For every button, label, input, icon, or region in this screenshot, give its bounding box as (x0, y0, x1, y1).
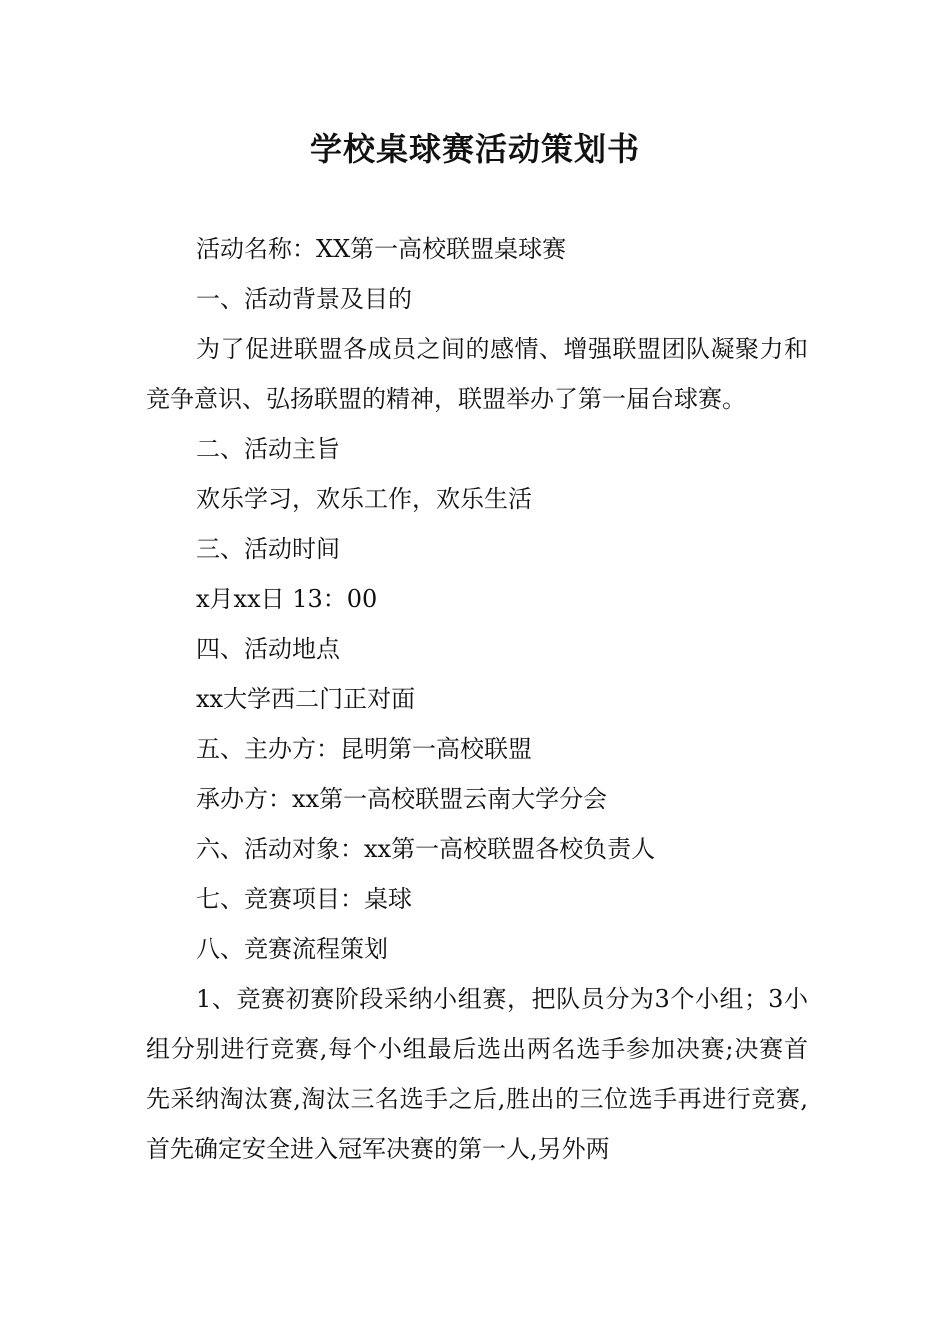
paragraph-activity-name: 活动名称：XX第一高校联盟桌球赛 (196, 235, 567, 263)
paragraph-co-organizer: 承办方：xx第一高校联盟云南大学分会 (196, 785, 608, 813)
section-heading-process: 八、竞赛流程策划 (196, 935, 388, 963)
document-body (146, 224, 808, 1174)
paragraph-theme: 欢乐学习，欢乐工作，欢乐生活 (196, 485, 532, 513)
paragraph-organizer: 五、主办方：昆明第一高校联盟 (196, 735, 532, 763)
paragraph-background: 为了促进联盟各成员之间的感情、增强联盟团队凝聚力和竞争意识、弘扬联盟的精神，联盟举办了第一届台球赛。 (146, 335, 808, 413)
paragraph-process-1: 1、竞赛初赛阶段采纳小组赛，把队员分为3个小组；3小组分别进行竞赛,每个小组最后选出两名选手参加决赛;决赛首先采纳淘汰赛,淘汰三名选手之后,胜出的三位选手再进行竞赛,首先确定安全进入冠军决赛的第一人,另外两 (146, 985, 808, 1163)
paragraph-participants: 六、活动对象：xx第一高校联盟各校负责人 (196, 835, 656, 863)
paragraph-location: xx大学西二门正对面 (196, 685, 416, 713)
document-title: 学校桌球赛活动策划书 (309, 130, 640, 168)
paragraph-event: 七、竞赛项目：桌球 (196, 885, 412, 913)
section-heading-background: 一、活动背景及目的 (196, 285, 412, 313)
section-heading-time: 三、活动时间 (196, 535, 340, 563)
paragraph-time: x月xx日 13：00 (196, 585, 378, 613)
section-heading-location: 四、活动地点 (196, 635, 340, 663)
section-heading-theme: 二、活动主旨 (196, 435, 340, 463)
